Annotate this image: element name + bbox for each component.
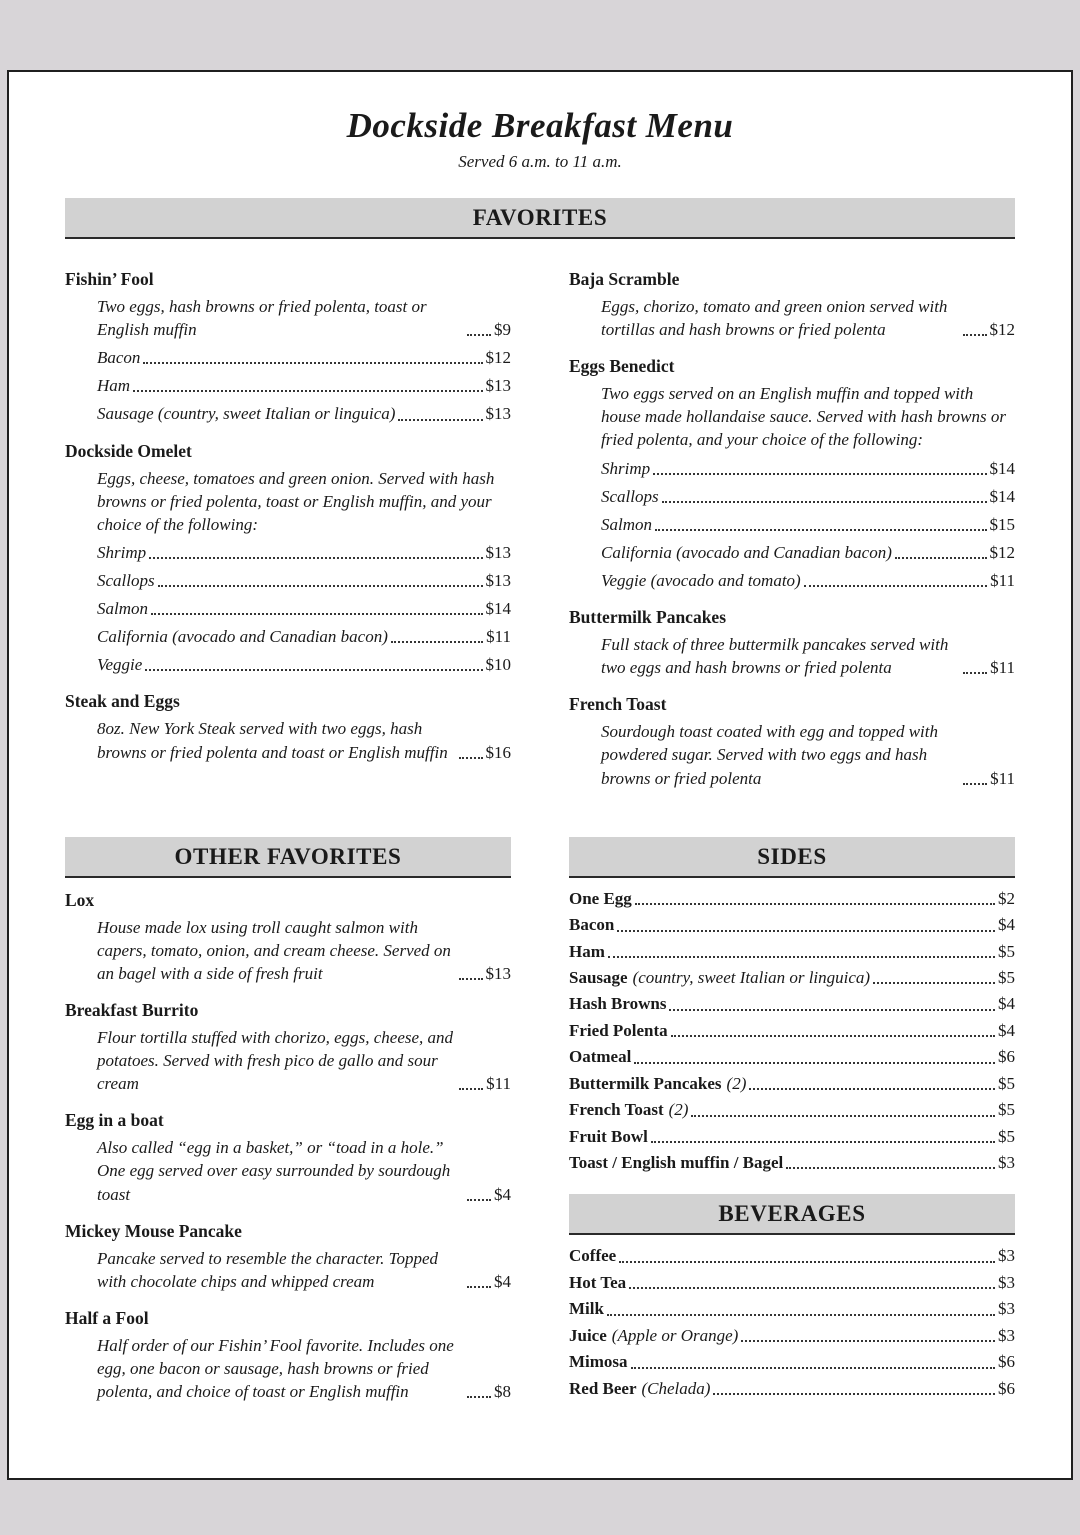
- item-name: Mimosa: [569, 1352, 628, 1372]
- dot-leader: [398, 419, 482, 421]
- item-price: $6: [998, 1352, 1015, 1372]
- item-name: Juice: [569, 1325, 607, 1345]
- item-text: Flour tortilla stuffed with chorizo, eggs, cheese, and potatoes. Served with fresh pico de gallo and sour cream: [97, 1027, 454, 1094]
- item-text: California (avocado and Canadian bacon): [601, 542, 892, 562]
- group-name: French Toast: [569, 694, 667, 715]
- item-price: $6: [998, 1047, 1015, 1067]
- dot-leader: [669, 1009, 995, 1011]
- item-name: Red Beer: [569, 1378, 637, 1398]
- dot-leader: [619, 1261, 995, 1263]
- menu-item: [97, 346, 511, 369]
- dot-leader: [459, 757, 483, 759]
- dot-leader: [391, 641, 483, 643]
- item-price: $13: [485, 376, 511, 396]
- dot-leader: [467, 1396, 491, 1398]
- dot-leader: [651, 1141, 995, 1143]
- item-price: $5: [998, 1073, 1015, 1093]
- item-price: $3: [998, 1153, 1015, 1173]
- dot-leader: [635, 903, 995, 905]
- menu-item: [569, 993, 1015, 1015]
- dot-leader: [655, 529, 987, 531]
- dot-leader: [133, 390, 482, 392]
- dot-leader: [963, 334, 987, 336]
- item-price: $16: [485, 742, 511, 762]
- dot-leader: [631, 1367, 995, 1369]
- menu-item: [569, 1378, 1015, 1400]
- menu-item: [97, 717, 511, 763]
- menu-group: [569, 356, 1015, 592]
- item-text: Scallops: [97, 570, 155, 590]
- group-description: Two eggs served on an English muffin and topped with house made hollandaise sauce. Served with hash browns or fried polenta, and your choice of the following:: [601, 384, 1006, 450]
- item-text: Ham: [97, 376, 131, 396]
- group-name: Mickey Mouse Pancake: [65, 1220, 242, 1241]
- menu-item: [569, 1245, 1015, 1267]
- menu-item: [97, 1136, 511, 1205]
- menu-item: [569, 1152, 1015, 1174]
- item-price: $11: [990, 768, 1015, 788]
- menu-group: [65, 441, 511, 677]
- dot-leader: [151, 613, 483, 615]
- menu-item: [569, 1046, 1015, 1068]
- dot-leader: [158, 585, 483, 587]
- menu-item: [97, 597, 511, 620]
- item-price: $13: [485, 570, 511, 590]
- menu-item: [601, 485, 1015, 508]
- item-price: $15: [989, 514, 1015, 534]
- menu-item: [97, 1247, 511, 1293]
- menu-group: [65, 1000, 511, 1095]
- menu-group: [65, 691, 511, 763]
- item-price: $11: [990, 658, 1015, 678]
- sides-beverages-column: [569, 837, 1015, 1409]
- menu-item: [97, 653, 511, 676]
- group-name: Egg in a boat: [65, 1110, 164, 1131]
- item-note: (2): [668, 1100, 689, 1120]
- group-name: Eggs Benedict: [569, 356, 675, 377]
- dot-leader: [873, 982, 995, 984]
- dot-leader: [963, 783, 987, 785]
- item-note: (country, sweet Italian or linguica): [632, 967, 871, 987]
- sides-list: [569, 888, 1015, 1175]
- dot-leader: [629, 1287, 995, 1289]
- item-text: 8oz. New York Steak served with two eggs, hash browns or fried polenta and toast or English muffin: [97, 719, 448, 762]
- section-header-sides: SIDES: [569, 837, 1015, 878]
- dot-leader: [143, 362, 482, 364]
- page-subtitle: Served 6 a.m. to 11 a.m.: [458, 152, 622, 171]
- item-price: $13: [485, 542, 511, 562]
- group-name: Fishin’ Fool: [65, 269, 154, 289]
- item-name: Bacon: [569, 915, 615, 935]
- dot-leader: [691, 1115, 995, 1117]
- dot-leader: [608, 956, 995, 958]
- menu-item: [569, 1099, 1015, 1121]
- group-name: Lox: [65, 889, 95, 910]
- menu-item: [601, 633, 1015, 679]
- item-price: $5: [998, 1100, 1015, 1120]
- menu-item: [601, 720, 1015, 789]
- lower-columns: [65, 837, 1015, 1409]
- dot-leader: [459, 978, 483, 980]
- item-name: Milk: [569, 1299, 604, 1319]
- item-price: $6: [998, 1378, 1015, 1398]
- item-text: Also called “egg in a basket,” or “toad in a hole.” One egg served over easy surrounded by sourdough toast: [97, 1138, 451, 1204]
- item-text: California (avocado and Canadian bacon): [97, 627, 388, 647]
- dot-leader: [786, 1167, 995, 1169]
- menu-item: [97, 374, 511, 397]
- dot-leader: [145, 669, 482, 671]
- group-name: Breakfast Burrito: [65, 999, 199, 1020]
- menu-item: [97, 1334, 511, 1403]
- item-note: (Chelada): [641, 1378, 711, 1398]
- dot-leader: [653, 473, 986, 475]
- group-name: Dockside Omelet: [65, 440, 192, 461]
- section-header-favorites: FAVORITES: [65, 198, 1015, 239]
- item-note: (2): [726, 1073, 747, 1093]
- section-header-beverages: BEVERAGES: [569, 1194, 1015, 1235]
- menu-group: [65, 269, 511, 426]
- item-text: Sourdough toast coated with egg and topped with powdered sugar. Served with two eggs and hash browns or fried polenta: [601, 722, 938, 788]
- item-name: Toast / English muffin / Bagel: [569, 1153, 784, 1173]
- dot-leader: [713, 1393, 995, 1395]
- dot-leader: [459, 1088, 483, 1090]
- menu-item: [97, 1026, 511, 1095]
- item-price: $12: [989, 320, 1015, 340]
- menu-group: [65, 1110, 511, 1205]
- menu-item: [97, 541, 511, 564]
- dot-leader: [895, 557, 987, 559]
- menu-item: [601, 457, 1015, 480]
- item-price: $3: [998, 1272, 1015, 1292]
- other-favorites-column: [65, 837, 511, 1409]
- item-price: $13: [485, 404, 511, 424]
- menu-item: [601, 295, 1015, 341]
- menu-item: [601, 513, 1015, 536]
- item-price: $14: [989, 486, 1015, 506]
- item-text: Veggie (avocado and tomato): [601, 570, 801, 590]
- menu-item: [569, 914, 1015, 936]
- menu-page: [7, 70, 1073, 1480]
- dot-leader: [467, 1199, 491, 1201]
- group-name: Baja Scramble: [569, 269, 680, 289]
- beverages-list: [569, 1245, 1015, 1400]
- item-text: Shrimp: [601, 458, 651, 478]
- item-text: Sausage (country, sweet Italian or linguica): [97, 404, 396, 424]
- favorites-right-column: [569, 269, 1015, 795]
- menu-group: [569, 607, 1015, 679]
- item-price: $2: [998, 888, 1015, 908]
- item-text: Two eggs, hash browns or fried polenta, toast or English muffin: [97, 297, 427, 340]
- dot-leader: [467, 334, 491, 336]
- item-price: $13: [485, 963, 511, 983]
- item-text: Veggie: [97, 655, 143, 675]
- item-text: Shrimp: [97, 542, 147, 562]
- item-name: Sausage: [569, 967, 628, 987]
- page-title: Dockside Breakfast Menu: [346, 106, 734, 145]
- dot-leader: [607, 1314, 995, 1316]
- menu-item: [97, 625, 511, 648]
- menu-group: [65, 1221, 511, 1293]
- item-name: Ham: [569, 941, 605, 961]
- item-name: Fruit Bowl: [569, 1126, 648, 1146]
- dot-leader: [662, 501, 987, 503]
- menu-item: [601, 569, 1015, 592]
- item-name: One Egg: [569, 888, 632, 908]
- item-text: Half order of our Fishin’ Fool favorite. Includes one egg, one bacon or sausage, hash browns or fried polenta, and choice of toast or English muffin: [97, 1335, 454, 1402]
- menu-group: [65, 890, 511, 985]
- menu-item: [569, 1298, 1015, 1320]
- dot-leader: [804, 585, 987, 587]
- item-name: Hash Browns: [569, 994, 667, 1014]
- item-text: Full stack of three buttermilk pancakes served with two eggs and hash browns or fried polenta: [601, 635, 949, 678]
- item-name: Hot Tea: [569, 1272, 627, 1292]
- item-price: $4: [998, 994, 1015, 1014]
- menu-item: [97, 916, 511, 985]
- item-text: Salmon: [97, 599, 148, 619]
- other-favorites-groups: [65, 890, 511, 1404]
- item-text: Scallops: [601, 486, 659, 506]
- item-price: $4: [998, 1020, 1015, 1040]
- dot-leader: [617, 930, 995, 932]
- item-price: $9: [494, 320, 511, 340]
- item-price: $11: [486, 1074, 511, 1094]
- item-price: $12: [989, 542, 1015, 562]
- item-price: $4: [494, 1184, 511, 1204]
- item-price: $3: [998, 1299, 1015, 1319]
- item-text: Bacon: [97, 348, 141, 368]
- item-text: Salmon: [601, 514, 652, 534]
- group-name: Buttermilk Pancakes: [569, 607, 727, 628]
- menu-item: [97, 295, 511, 341]
- group-description: Eggs, cheese, tomatoes and green onion. Served with hash browns or fried polenta, toast or English muffin, and your choice of the following:: [97, 468, 495, 534]
- menu-item: [569, 888, 1015, 910]
- item-price: $11: [990, 570, 1015, 590]
- menu-item: [97, 569, 511, 592]
- menu-group: [65, 1308, 511, 1403]
- item-price: $3: [998, 1246, 1015, 1266]
- menu-item: [569, 1126, 1015, 1148]
- item-text: House made lox using troll caught salmon with capers, tomato, onion, and cream cheese. Served on an bagel with a side of fresh fruit: [97, 917, 451, 983]
- item-price: $14: [485, 599, 511, 619]
- menu-item: [569, 1272, 1015, 1294]
- menu-item: [569, 941, 1015, 963]
- menu-item: [601, 541, 1015, 564]
- item-note: (Apple or Orange): [611, 1325, 739, 1345]
- item-name: Buttermilk Pancakes: [569, 1073, 722, 1093]
- item-name: French Toast: [569, 1100, 664, 1120]
- menu-group: [569, 269, 1015, 341]
- group-name: Half a Fool: [65, 1307, 149, 1328]
- item-price: $5: [998, 967, 1015, 987]
- favorites-left-column: [65, 269, 511, 795]
- menu-item: [569, 1325, 1015, 1347]
- dot-leader: [149, 557, 482, 559]
- menu-item: [569, 967, 1015, 989]
- item-text: Pancake served to resemble the character. Topped with chocolate chips and whipped cream: [97, 1248, 439, 1291]
- menu-item: [569, 1351, 1015, 1373]
- item-price: $3: [998, 1325, 1015, 1345]
- dot-leader: [963, 672, 987, 674]
- item-price: $4: [998, 915, 1015, 935]
- item-price: $10: [485, 655, 511, 675]
- item-price: $8: [494, 1382, 511, 1402]
- item-price: $11: [486, 627, 511, 647]
- dot-leader: [467, 1286, 491, 1288]
- group-name: Steak and Eggs: [65, 691, 180, 712]
- item-name: Coffee: [569, 1246, 617, 1266]
- item-price: $12: [485, 348, 511, 368]
- menu-group: [569, 694, 1015, 789]
- menu-item: [569, 1073, 1015, 1095]
- item-price: $4: [494, 1271, 511, 1291]
- menu-item: [569, 1020, 1015, 1042]
- favorites-columns: [65, 269, 1015, 795]
- dot-leader: [671, 1035, 995, 1037]
- dot-leader: [634, 1062, 995, 1064]
- item-text: Eggs, chorizo, tomato and green onion served with tortillas and hash browns or fried polenta: [601, 297, 948, 340]
- item-price: $14: [989, 458, 1015, 478]
- item-name: Oatmeal: [569, 1047, 632, 1067]
- section-header-other-favorites: OTHER FAVORITES: [65, 837, 511, 878]
- dot-leader: [741, 1340, 995, 1342]
- item-price: $5: [998, 1126, 1015, 1146]
- dot-leader: [749, 1088, 995, 1090]
- menu-item: [97, 402, 511, 425]
- item-price: $5: [998, 941, 1015, 961]
- item-name: Fried Polenta: [569, 1020, 668, 1040]
